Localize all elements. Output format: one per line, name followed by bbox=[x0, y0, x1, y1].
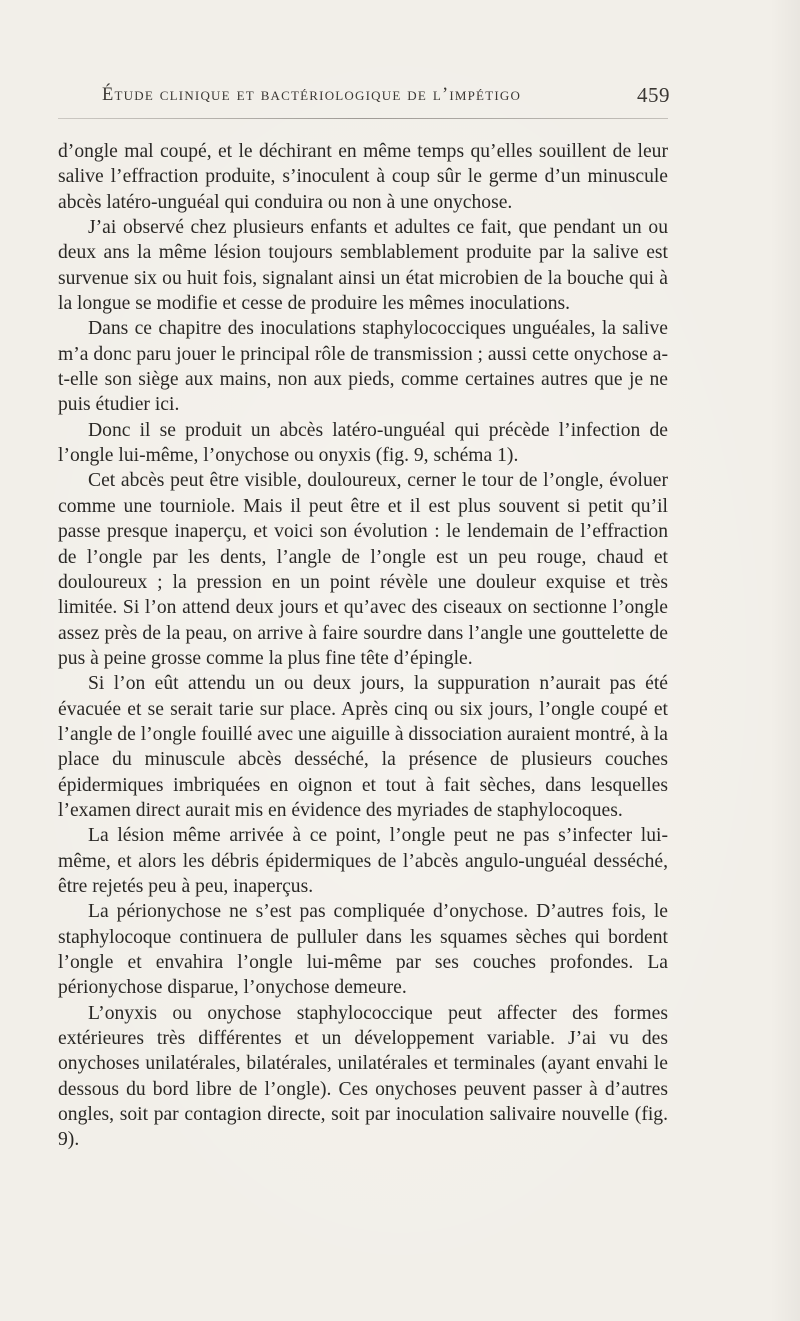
paragraph-7: La lésion même arrivée à ce point, l’ongle peut ne pas s’infecter lui-même, et alors les débris épidermiques de l’abcès angulo-unguéal desséché, être rejetés peu à peu, inaperçus. bbox=[58, 825, 668, 897]
header-rule bbox=[58, 118, 668, 119]
paragraph-3: Dans ce chapitre des inoculations staphylococciques unguéales, la salive m’a donc paru jouer le principal rôle de transmission ; aussi cette onychose a-t-elle son siège aux mains, non aux pieds, comme certaines autres que je ne puis étudier ici. bbox=[58, 318, 668, 416]
paragraph-9: L’onyxis ou onychose staphylococcique peut affecter des formes extérieures très différentes et un développement variable. J’ai vu des onychoses unilatérales, bilatérales, unilatérales et terminales (ayant envahi le dessous du bord libre de l’ongle). Ces onychoses peuvent passer à d’autres ongles, soit par contagion directe, soit par inoculation salivaire nouvelle (fig. 9). bbox=[58, 1002, 668, 1151]
paragraph-8: La périonychose ne s’est pas compliquée d’onychose. D’autres fois, le staphylocoque continuera de pulluler dans les squames sèches qui bordent l’ongle et envahira l’ongle lui-même par ses couches profondes. La périonychose disparue, l’onychose demeure. bbox=[58, 901, 668, 999]
paragraph-2: J’ai observé chez plusieurs enfants et adultes ce fait, que pendant un ou deux ans la même lésion toujours semblablement produite par la salive est survenue six ou huit fois, signalant ainsi un état microbien de la bouche qui à la longue se modifie et cesse de produire les mêmes inoculations. bbox=[58, 217, 668, 315]
paragraph-1: d’ongle mal coupé, et le déchirant en même temps qu’elles souillent de leur salive l’effraction produite, s’inoculent à coup sûr le germe d’un minuscule abcès latéro-unguéal qui conduira ou non à une onychose. bbox=[58, 141, 668, 213]
paragraph-4: Donc il se produit un abcès latéro-unguéal qui précède l’infection de l’ongle lui-même, l’onychose ou onyxis (fig. 9, schéma 1). bbox=[58, 419, 668, 467]
paragraph-6: Si l’on eût attendu un ou deux jours, la suppuration n’aurait pas été évacuée et se serait tarie sur place. Après cinq ou six jours, l’ongle coupé et l’angle de l’ongle fouillé avec une aiguille à dissociation auraient montré, à la place du minuscule abcès desséché, la présence de plusieurs couches épidermiques imbriquées en oignon et tout à fait sèches, dans lesquelles l’examen direct aurait mis en évidence des myriades de staphylocoques. bbox=[58, 673, 668, 821]
paragraph-5: Cet abcès peut être visible, douloureux, cerner le tour de l’ongle, évoluer comme une tourniole. Mais il peut être et il est plus souvent si petit qu’il passe presque inaperçu, et voici son évolution : le lendemain de l’effraction de l’ongle par les dents, l’angle de l’ongle est un peu rouge, chaud et douloureux ; la pression en un point révèle une douleur exquise et très limitée. Si l’on attend deux jours et qu’avec des ciseaux on sectionne l’ongle assez près de la peau, on arrive à faire sourdre dans l’angle une gouttelette de pus à peine grosse comme la plus fine tête d’épingle. bbox=[58, 470, 668, 669]
page-number: 459 bbox=[637, 83, 670, 107]
body-text bbox=[58, 139, 668, 1153]
running-title: Étude clinique et bactériologique de l’impétigo bbox=[102, 85, 522, 105]
running-head bbox=[58, 80, 670, 110]
page-edge-shadow bbox=[770, 0, 800, 1321]
